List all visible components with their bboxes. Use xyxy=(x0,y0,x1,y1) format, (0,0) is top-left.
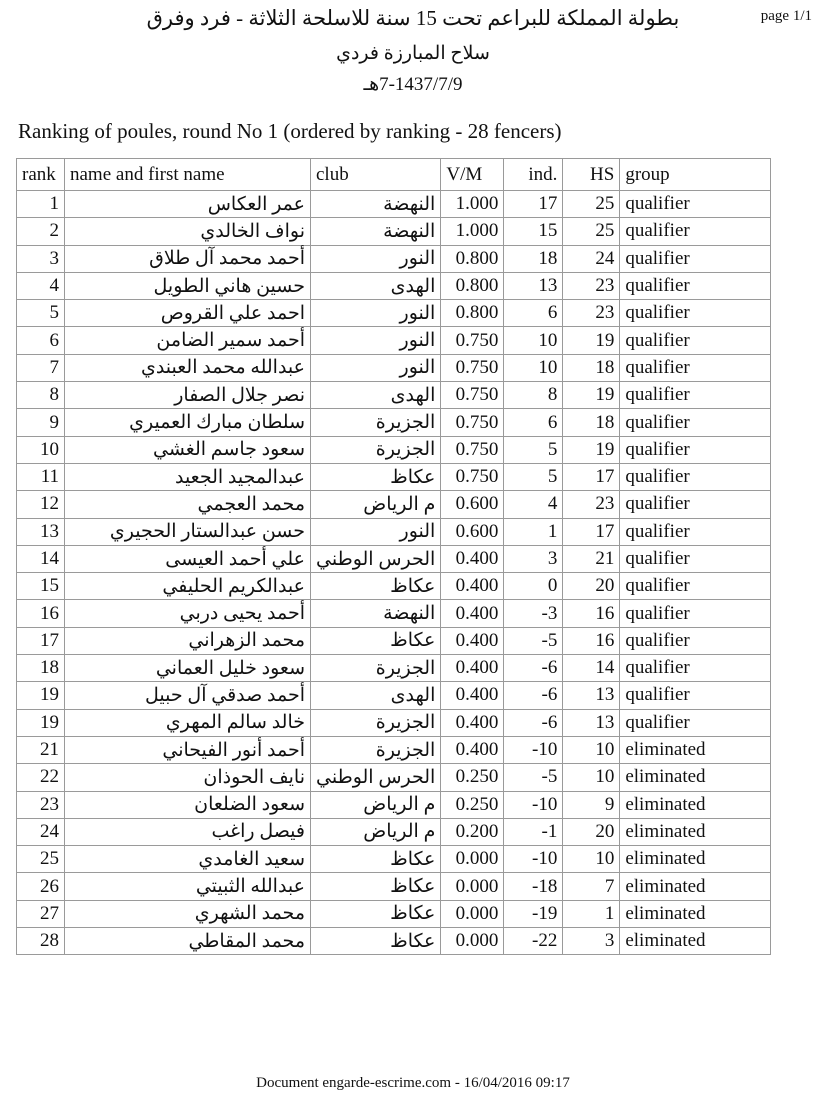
cell-ind: -5 xyxy=(504,627,563,654)
cell-name: سعود جاسم الغشي xyxy=(65,436,311,463)
cell-rank: 15 xyxy=(17,573,65,600)
cell-rank: 23 xyxy=(17,791,65,818)
cell-hs: 10 xyxy=(563,846,620,873)
column-header-club: club xyxy=(311,159,441,191)
cell-club: الهدى xyxy=(311,272,441,299)
cell-ind: 18 xyxy=(504,245,563,272)
cell-group: eliminated xyxy=(620,791,771,818)
cell-name: عبدالله الثبيتي xyxy=(65,873,311,900)
cell-club: م الرياض xyxy=(311,791,441,818)
cell-group: qualifier xyxy=(620,709,771,736)
cell-group: qualifier xyxy=(620,327,771,354)
cell-name: فيصل راغب xyxy=(65,818,311,845)
cell-hs: 10 xyxy=(563,736,620,763)
table-header-row xyxy=(17,159,771,191)
table-row xyxy=(17,436,771,463)
cell-rank: 28 xyxy=(17,928,65,955)
cell-group: eliminated xyxy=(620,764,771,791)
cell-vm: 0.750 xyxy=(441,354,504,381)
cell-ind: -22 xyxy=(504,928,563,955)
table-row xyxy=(17,491,771,518)
cell-name: عبدالله محمد العبندي xyxy=(65,354,311,381)
column-header-group: group xyxy=(620,159,771,191)
cell-club: م الرياض xyxy=(311,818,441,845)
cell-hs: 14 xyxy=(563,655,620,682)
cell-club: عكاظ xyxy=(311,928,441,955)
cell-name: أحمد سمير الضامن xyxy=(65,327,311,354)
cell-group: qualifier xyxy=(620,600,771,627)
cell-vm: 1.000 xyxy=(441,218,504,245)
cell-hs: 21 xyxy=(563,545,620,572)
cell-ind: -6 xyxy=(504,655,563,682)
cell-vm: 0.750 xyxy=(441,382,504,409)
cell-club: النهضة xyxy=(311,600,441,627)
cell-vm: 0.400 xyxy=(441,682,504,709)
cell-group: qualifier xyxy=(620,655,771,682)
cell-ind: -10 xyxy=(504,736,563,763)
cell-ind: 5 xyxy=(504,463,563,490)
cell-club: عكاظ xyxy=(311,627,441,654)
cell-rank: 14 xyxy=(17,545,65,572)
cell-vm: 0.600 xyxy=(441,518,504,545)
cell-rank: 3 xyxy=(17,245,65,272)
cell-vm: 0.750 xyxy=(441,327,504,354)
cell-group: qualifier xyxy=(620,218,771,245)
cell-club: الجزيرة xyxy=(311,655,441,682)
column-header-ind: ind. xyxy=(504,159,563,191)
cell-club: الجزيرة xyxy=(311,709,441,736)
cell-vm: 0.400 xyxy=(441,709,504,736)
cell-name: حسين هاني الطويل xyxy=(65,272,311,299)
table-row xyxy=(17,463,771,490)
cell-rank: 1 xyxy=(17,191,65,218)
cell-ind: -6 xyxy=(504,682,563,709)
cell-group: eliminated xyxy=(620,873,771,900)
cell-group: eliminated xyxy=(620,928,771,955)
cell-hs: 19 xyxy=(563,436,620,463)
cell-club: النهضة xyxy=(311,191,441,218)
cell-group: qualifier xyxy=(620,300,771,327)
table-row xyxy=(17,191,771,218)
table-row xyxy=(17,709,771,736)
cell-vm: 0.000 xyxy=(441,928,504,955)
cell-name: سعود الضلعان xyxy=(65,791,311,818)
cell-group: qualifier xyxy=(620,682,771,709)
cell-rank: 12 xyxy=(17,491,65,518)
cell-name: سعيد الغامدي xyxy=(65,846,311,873)
cell-name: احمد علي القروص xyxy=(65,300,311,327)
table-row xyxy=(17,900,771,927)
cell-rank: 7 xyxy=(17,354,65,381)
cell-ind: 10 xyxy=(504,327,563,354)
cell-rank: 19 xyxy=(17,682,65,709)
cell-name: علي أحمد العيسى xyxy=(65,545,311,572)
cell-rank: 5 xyxy=(17,300,65,327)
cell-vm: 0.800 xyxy=(441,300,504,327)
cell-club: م الرياض xyxy=(311,491,441,518)
cell-ind: -10 xyxy=(504,791,563,818)
cell-hs: 19 xyxy=(563,382,620,409)
cell-vm: 0.400 xyxy=(441,655,504,682)
cell-club: النور xyxy=(311,245,441,272)
cell-ind: 6 xyxy=(504,300,563,327)
cell-club: الجزيرة xyxy=(311,736,441,763)
cell-group: qualifier xyxy=(620,245,771,272)
cell-hs: 18 xyxy=(563,409,620,436)
table-row xyxy=(17,545,771,572)
cell-rank: 18 xyxy=(17,655,65,682)
page-number: page 1/1 xyxy=(760,8,812,24)
cell-vm: 0.750 xyxy=(441,463,504,490)
cell-vm: 0.750 xyxy=(441,409,504,436)
cell-name: أحمد يحيى دربي xyxy=(65,600,311,627)
cell-name: أحمد صدقي آل حبيل xyxy=(65,682,311,709)
cell-hs: 25 xyxy=(563,218,620,245)
cell-rank: 19 xyxy=(17,709,65,736)
cell-rank: 10 xyxy=(17,436,65,463)
cell-hs: 20 xyxy=(563,573,620,600)
cell-ind: 8 xyxy=(504,382,563,409)
table-row xyxy=(17,573,771,600)
cell-group: qualifier xyxy=(620,191,771,218)
cell-rank: 11 xyxy=(17,463,65,490)
table-row xyxy=(17,382,771,409)
cell-club: النور xyxy=(311,354,441,381)
cell-hs: 18 xyxy=(563,354,620,381)
column-header-hs: HS xyxy=(563,159,620,191)
table-row xyxy=(17,655,771,682)
table-row xyxy=(17,764,771,791)
cell-ind: 5 xyxy=(504,436,563,463)
cell-club: الحرس الوطني xyxy=(311,545,441,572)
cell-ind: 4 xyxy=(504,491,563,518)
table-row xyxy=(17,627,771,654)
cell-hs: 3 xyxy=(563,928,620,955)
cell-rank: 24 xyxy=(17,818,65,845)
cell-group: eliminated xyxy=(620,846,771,873)
cell-rank: 25 xyxy=(17,846,65,873)
cell-rank: 21 xyxy=(17,736,65,763)
cell-club: الحرس الوطني xyxy=(311,764,441,791)
cell-ind: 6 xyxy=(504,409,563,436)
cell-group: qualifier xyxy=(620,354,771,381)
cell-rank: 2 xyxy=(17,218,65,245)
cell-ind: -19 xyxy=(504,900,563,927)
table-row xyxy=(17,245,771,272)
cell-club: النهضة xyxy=(311,218,441,245)
cell-vm: 0.000 xyxy=(441,846,504,873)
cell-ind: 13 xyxy=(504,272,563,299)
cell-club: الهدى xyxy=(311,682,441,709)
cell-name: سلطان مبارك العميري xyxy=(65,409,311,436)
cell-ind: 1 xyxy=(504,518,563,545)
cell-hs: 16 xyxy=(563,600,620,627)
cell-club: عكاظ xyxy=(311,873,441,900)
cell-rank: 4 xyxy=(17,272,65,299)
cell-hs: 23 xyxy=(563,491,620,518)
cell-hs: 23 xyxy=(563,272,620,299)
cell-vm: 0.800 xyxy=(441,272,504,299)
column-header-rank: rank xyxy=(17,159,65,191)
cell-club: النور xyxy=(311,518,441,545)
cell-club: عكاظ xyxy=(311,463,441,490)
cell-name: سعود خليل العماني xyxy=(65,655,311,682)
cell-vm: 0.000 xyxy=(441,873,504,900)
table-row xyxy=(17,409,771,436)
table-row xyxy=(17,218,771,245)
cell-group: eliminated xyxy=(620,736,771,763)
cell-hs: 13 xyxy=(563,682,620,709)
table-row xyxy=(17,600,771,627)
tournament-title: بطولة المملكة للبراعم تحت 15 سنة للاسلحة الثلاثة - فرد وفرق xyxy=(146,6,680,30)
cell-vm: 0.600 xyxy=(441,491,504,518)
cell-club: النور xyxy=(311,300,441,327)
cell-group: qualifier xyxy=(620,272,771,299)
cell-group: qualifier xyxy=(620,545,771,572)
cell-ind: -10 xyxy=(504,846,563,873)
cell-vm: 0.400 xyxy=(441,736,504,763)
cell-name: خالد سالم المهري xyxy=(65,709,311,736)
table-row xyxy=(17,272,771,299)
cell-club: النور xyxy=(311,327,441,354)
cell-hs: 20 xyxy=(563,818,620,845)
cell-hs: 19 xyxy=(563,327,620,354)
cell-rank: 27 xyxy=(17,900,65,927)
table-row xyxy=(17,518,771,545)
cell-hs: 7 xyxy=(563,873,620,900)
table-row xyxy=(17,928,771,955)
cell-club: عكاظ xyxy=(311,900,441,927)
ranking-table xyxy=(16,158,771,955)
weapon-event: سلاح المبارزة فردي xyxy=(336,43,490,64)
cell-ind: 0 xyxy=(504,573,563,600)
cell-hs: 25 xyxy=(563,191,620,218)
event-date: 7-1437/7/9هـ xyxy=(363,74,463,95)
table-row xyxy=(17,736,771,763)
table-row xyxy=(17,300,771,327)
cell-name: نايف الحوذان xyxy=(65,764,311,791)
cell-name: حسن عبدالستار الحجيري xyxy=(65,518,311,545)
cell-name: محمد العجمي xyxy=(65,491,311,518)
cell-rank: 13 xyxy=(17,518,65,545)
cell-ind: 17 xyxy=(504,191,563,218)
cell-name: نواف الخالدي xyxy=(65,218,311,245)
cell-ind: -3 xyxy=(504,600,563,627)
cell-vm: 1.000 xyxy=(441,191,504,218)
cell-hs: 16 xyxy=(563,627,620,654)
table-row xyxy=(17,791,771,818)
cell-vm: 0.750 xyxy=(441,436,504,463)
cell-club: الهدى xyxy=(311,382,441,409)
cell-group: qualifier xyxy=(620,436,771,463)
cell-rank: 6 xyxy=(17,327,65,354)
cell-club: عكاظ xyxy=(311,846,441,873)
cell-hs: 9 xyxy=(563,791,620,818)
cell-ind: 10 xyxy=(504,354,563,381)
cell-club: الجزيرة xyxy=(311,436,441,463)
cell-rank: 16 xyxy=(17,600,65,627)
cell-group: qualifier xyxy=(620,463,771,490)
cell-name: أحمد محمد آل طلاق xyxy=(65,245,311,272)
cell-vm: 0.250 xyxy=(441,764,504,791)
cell-vm: 0.400 xyxy=(441,600,504,627)
cell-hs: 24 xyxy=(563,245,620,272)
cell-vm: 0.250 xyxy=(441,791,504,818)
cell-ind: -18 xyxy=(504,873,563,900)
column-header-name: name and first name xyxy=(65,159,311,191)
table-row xyxy=(17,846,771,873)
table-row xyxy=(17,354,771,381)
cell-name: عبدالكريم الحليفي xyxy=(65,573,311,600)
cell-name: أحمد أنور الفيحاني xyxy=(65,736,311,763)
ranking-subtitle: Ranking of poules, round No 1 (ordered by ranking - 28 fencers) xyxy=(18,119,562,143)
cell-ind: -6 xyxy=(504,709,563,736)
cell-vm: 0.000 xyxy=(441,900,504,927)
cell-name: محمد المقاطي xyxy=(65,928,311,955)
cell-hs: 17 xyxy=(563,463,620,490)
cell-rank: 26 xyxy=(17,873,65,900)
cell-vm: 0.400 xyxy=(441,545,504,572)
cell-group: eliminated xyxy=(620,818,771,845)
cell-rank: 8 xyxy=(17,382,65,409)
cell-ind: 15 xyxy=(504,218,563,245)
cell-vm: 0.400 xyxy=(441,627,504,654)
cell-group: qualifier xyxy=(620,491,771,518)
cell-group: qualifier xyxy=(620,573,771,600)
document-footer: Document engarde-escrime.com - 16/04/2016 09:17 xyxy=(256,1075,570,1091)
cell-group: qualifier xyxy=(620,518,771,545)
cell-hs: 17 xyxy=(563,518,620,545)
cell-hs: 10 xyxy=(563,764,620,791)
table-row xyxy=(17,682,771,709)
cell-name: نصر جلال الصفار xyxy=(65,382,311,409)
cell-name: محمد الزهراني xyxy=(65,627,311,654)
cell-rank: 17 xyxy=(17,627,65,654)
cell-rank: 22 xyxy=(17,764,65,791)
cell-club: عكاظ xyxy=(311,573,441,600)
cell-ind: 3 xyxy=(504,545,563,572)
table-row xyxy=(17,873,771,900)
cell-club: الجزيرة xyxy=(311,409,441,436)
cell-hs: 13 xyxy=(563,709,620,736)
cell-name: عمر العكاس xyxy=(65,191,311,218)
cell-group: qualifier xyxy=(620,409,771,436)
table-row xyxy=(17,327,771,354)
cell-hs: 1 xyxy=(563,900,620,927)
cell-group: qualifier xyxy=(620,627,771,654)
cell-name: محمد الشهري xyxy=(65,900,311,927)
cell-group: qualifier xyxy=(620,382,771,409)
cell-rank: 9 xyxy=(17,409,65,436)
cell-name: عبدالمجيد الجعيد xyxy=(65,463,311,490)
cell-ind: -1 xyxy=(504,818,563,845)
cell-vm: 0.800 xyxy=(441,245,504,272)
column-header-vm: V/M xyxy=(441,159,504,191)
table-row xyxy=(17,818,771,845)
cell-ind: -5 xyxy=(504,764,563,791)
cell-group: eliminated xyxy=(620,900,771,927)
cell-hs: 23 xyxy=(563,300,620,327)
cell-vm: 0.400 xyxy=(441,573,504,600)
cell-vm: 0.200 xyxy=(441,818,504,845)
